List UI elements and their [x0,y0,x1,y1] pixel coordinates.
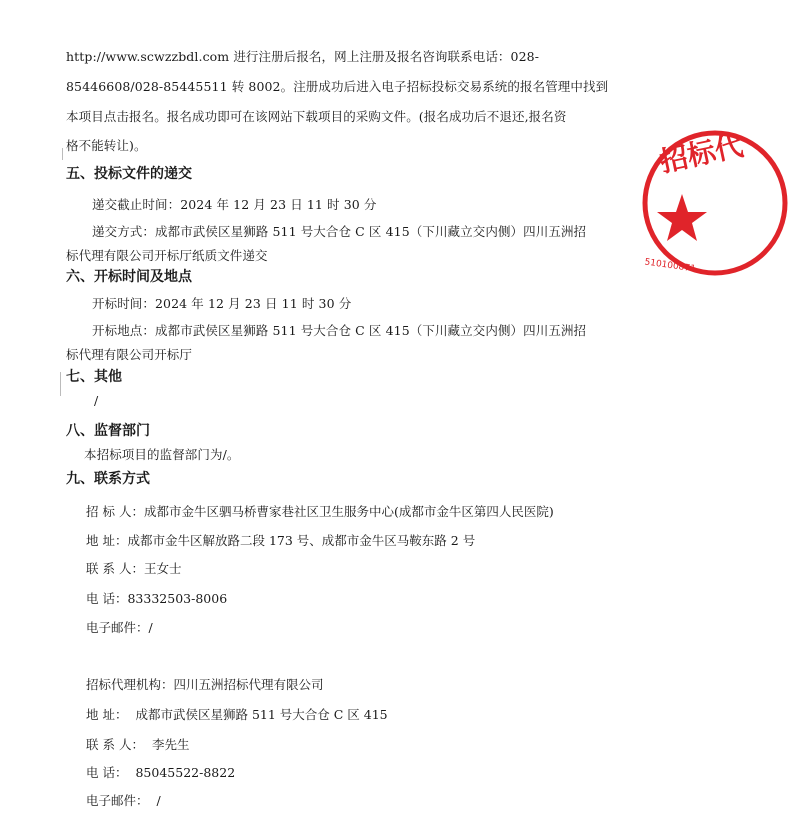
scan-mark [60,372,61,396]
agency-email: / [156,793,161,808]
intro-line-3: 本项目点击报名。报名成功即可在该网站下载项目的采购文件。(报名成功后不退还,报名资 [66,109,567,124]
tenderer-contact-row [86,560,181,578]
tenderer-phone: 83332503-8006 [127,591,228,606]
agency-contact-row [86,736,189,754]
opening-time: 开标时间：2024 年 12 月 23 日 11 时 30 分 [92,296,352,311]
intro-line-4: 格不能转让)。 [66,138,147,153]
tenderer-phone-label: 电 话： [86,591,128,606]
tenderer-email-row [86,619,153,637]
agency-phone-label: 电 话： [86,765,128,780]
tenderer-email-label: 电子邮件： [86,620,149,635]
agency-address-row [86,706,388,724]
section-5-heading: 五、投标文件的递交 [66,166,192,182]
agency-email-label: 电子邮件： [86,793,149,808]
opening-place-line-2: 标代理有限公司开标厅 [66,347,193,362]
tenderer-name: 成都市金牛区驷马桥曹家巷社区卫生服务中心(成都市金牛区第四人民医院) [143,504,554,519]
tenderer-contact-label: 联 系 人： [86,561,144,576]
submission-method-line-2: 标代理有限公司开标厅纸质文件递交 [66,248,268,263]
agency-contact-label: 联 系 人： [86,737,144,752]
agency-name: 四川五洲招标代理有限公司 [173,677,324,692]
tenderer-address: 成都市金牛区解放路二段 173 号、成都市金牛区马鞍东路 2 号 [127,533,476,548]
agency-phone: 85045522-8822 [135,765,236,780]
tenderer-name-label: 招 标 人： [86,504,144,519]
agency-address: 成都市武侯区星狮路 511 号大合仓 C 区 415 [135,707,388,722]
section-7-heading: 七、其他 [66,369,122,385]
supervision-content: 本招标项目的监督部门为/。 [84,447,240,462]
section-9-heading: 九、联系方式 [66,471,150,487]
tenderer-address-row [86,532,475,550]
official-seal [640,128,790,278]
submission-method-line-1: 递交方式：成都市武侯区星狮路 511 号大合仓 C 区 415（下川藏立交内侧）四川五洲招 [92,224,587,239]
tenderer-phone-row [86,590,227,608]
tenderer-contact: 王女士 [143,561,182,576]
section-8-heading: 八、监督部门 [66,423,150,439]
tenderer-address-label: 地 址： [86,533,128,548]
star-icon [657,194,707,241]
tenderer-name-row [86,503,554,521]
agency-email-row [86,792,161,810]
agency-name-label: 招标代理机构： [86,677,174,692]
agency-contact: 李先生 [151,737,190,752]
opening-place-line-1: 开标地点：成都市武侯区星狮路 511 号大合仓 C 区 415（下川藏立交内侧）四川五洲招 [92,323,587,338]
intro-line-1: http://www.scwzzbdl.com 进行注册后报名，网上注册及报名咨询联系电话：028- [66,49,540,64]
section-6-heading: 六、开标时间及地点 [66,269,192,285]
scan-mark [62,148,63,160]
seal-text: 招标代 [656,128,747,179]
agency-phone-row [86,764,235,782]
submission-deadline: 递交截止时间：2024 年 12 月 23 日 11 时 30 分 [92,197,377,212]
intro-line-2: 85446608/028-85445511 转 8002。注册成功后进入电子招标投标交易系统的报名管理中找到 [66,79,609,94]
other-content: / [94,393,99,408]
agency-address-label: 地 址： [86,707,128,722]
seal-number: 510100871 [643,257,697,275]
agency-name-row [86,676,324,694]
tenderer-email: / [148,620,153,635]
